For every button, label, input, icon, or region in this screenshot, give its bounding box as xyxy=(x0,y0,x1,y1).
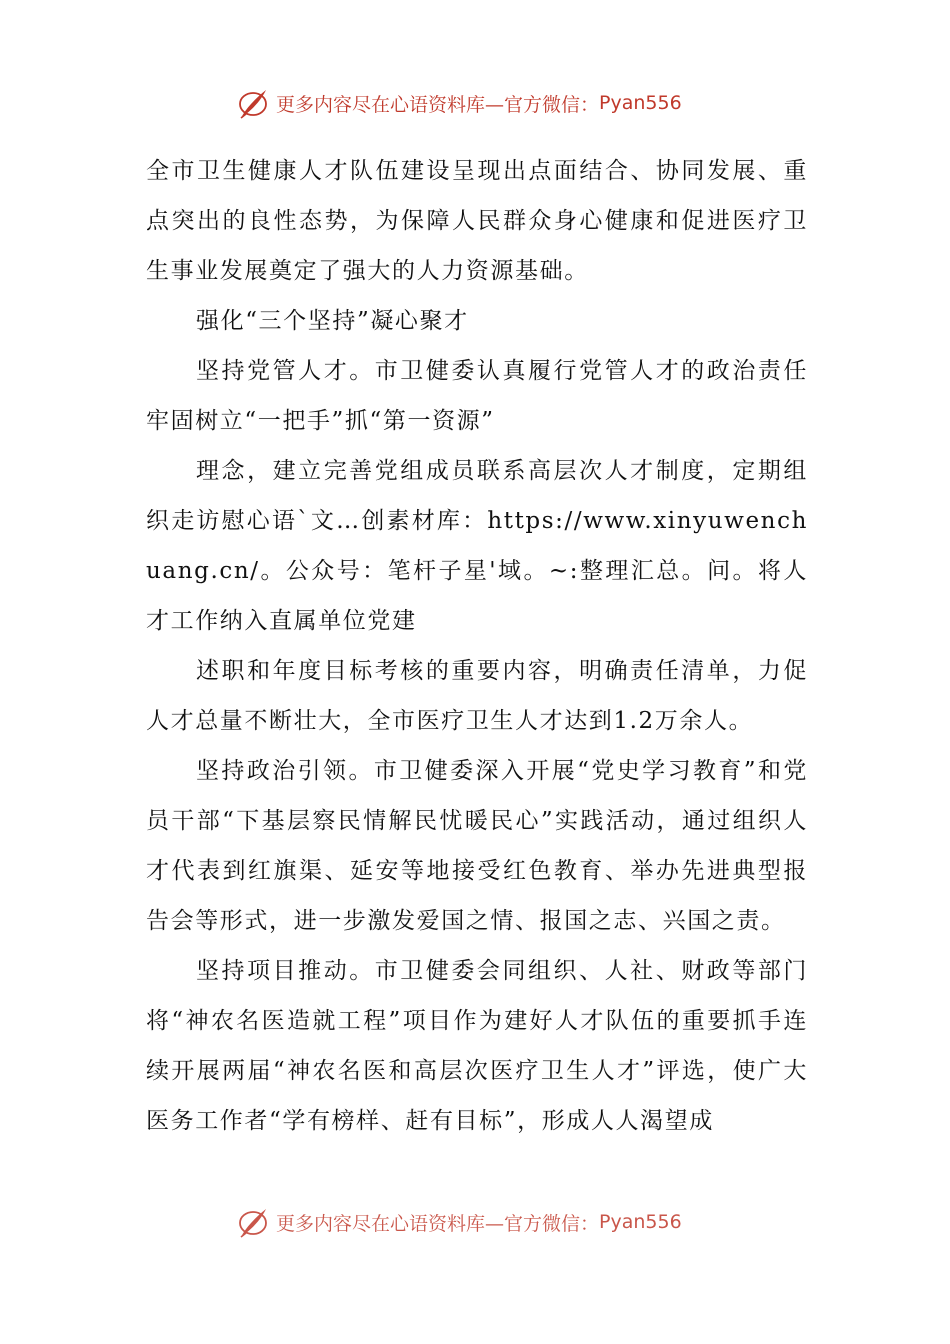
paragraph-concept: 理念，建立完善党组成员联系高层次人才制度，定期组织走访慰心语`文…创素材库：https://www.xinyuwenchuang.cn/。公众号：笔杆子星'域。~:整理汇总。问。将人才工作纳入直属单位党建 xyxy=(146,458,808,634)
banner-wechat-id: Pyan556 xyxy=(599,1211,682,1233)
paragraph-political-guidance: 坚持政治引领。市卫健委深入开展“党史学习教育”和党员干部“下基层察民情解民忧暖民心”实践活动，通过组织人才代表到红旗渠、延安等地接受红色教育、举办先进典型报告会等形式，进一步激发爱国之情、报国之志、兴国之责。 xyxy=(146,758,808,934)
paragraph-assessment: 述职和年度目标考核的重要内容，明确责任清单，力促人才总量不断壮大，全市医疗卫生人才达到1.2万余人。 xyxy=(146,658,808,734)
paragraph-project-driven: 坚持项目推动。市卫健委会同组织、人社、财政等部门将“神农名医造就工程”项目作为建好人才队伍的重要抓手连续开展两届“神农名医和高层次医疗卫生人才”评选，使广大医务工作者“学有榜样、赶有目标”，形成人人渴望成 xyxy=(146,958,808,1134)
footer-banner[interactable] xyxy=(236,1202,736,1242)
banner-text: 更多内容尽在心语资料库—官方微信： xyxy=(276,1212,600,1235)
paragraph-intro: 全市卫生健康人才队伍建设呈现出点面结合、协同发展、重点突出的良性态势，为保障人民群众身心健康和促进医疗卫生事业发展奠定了强大的人力资源基础。 xyxy=(146,158,808,284)
section-heading: 强化“三个坚持”凝心聚才 xyxy=(196,308,469,334)
header-banner[interactable] xyxy=(236,83,736,123)
banner-text: 更多内容尽在心语资料库—官方微信： xyxy=(276,93,600,116)
paragraph-party-talent: 坚持党管人才。市卫健委认真履行党管人才的政治责任牢固树立“一把手”抓“第一资源” xyxy=(146,358,808,434)
quill-pen-logo-icon xyxy=(236,86,270,120)
article-body xyxy=(146,146,808,1146)
quill-pen-logo-icon xyxy=(236,1205,270,1239)
banner-wechat-id: Pyan556 xyxy=(599,92,682,114)
